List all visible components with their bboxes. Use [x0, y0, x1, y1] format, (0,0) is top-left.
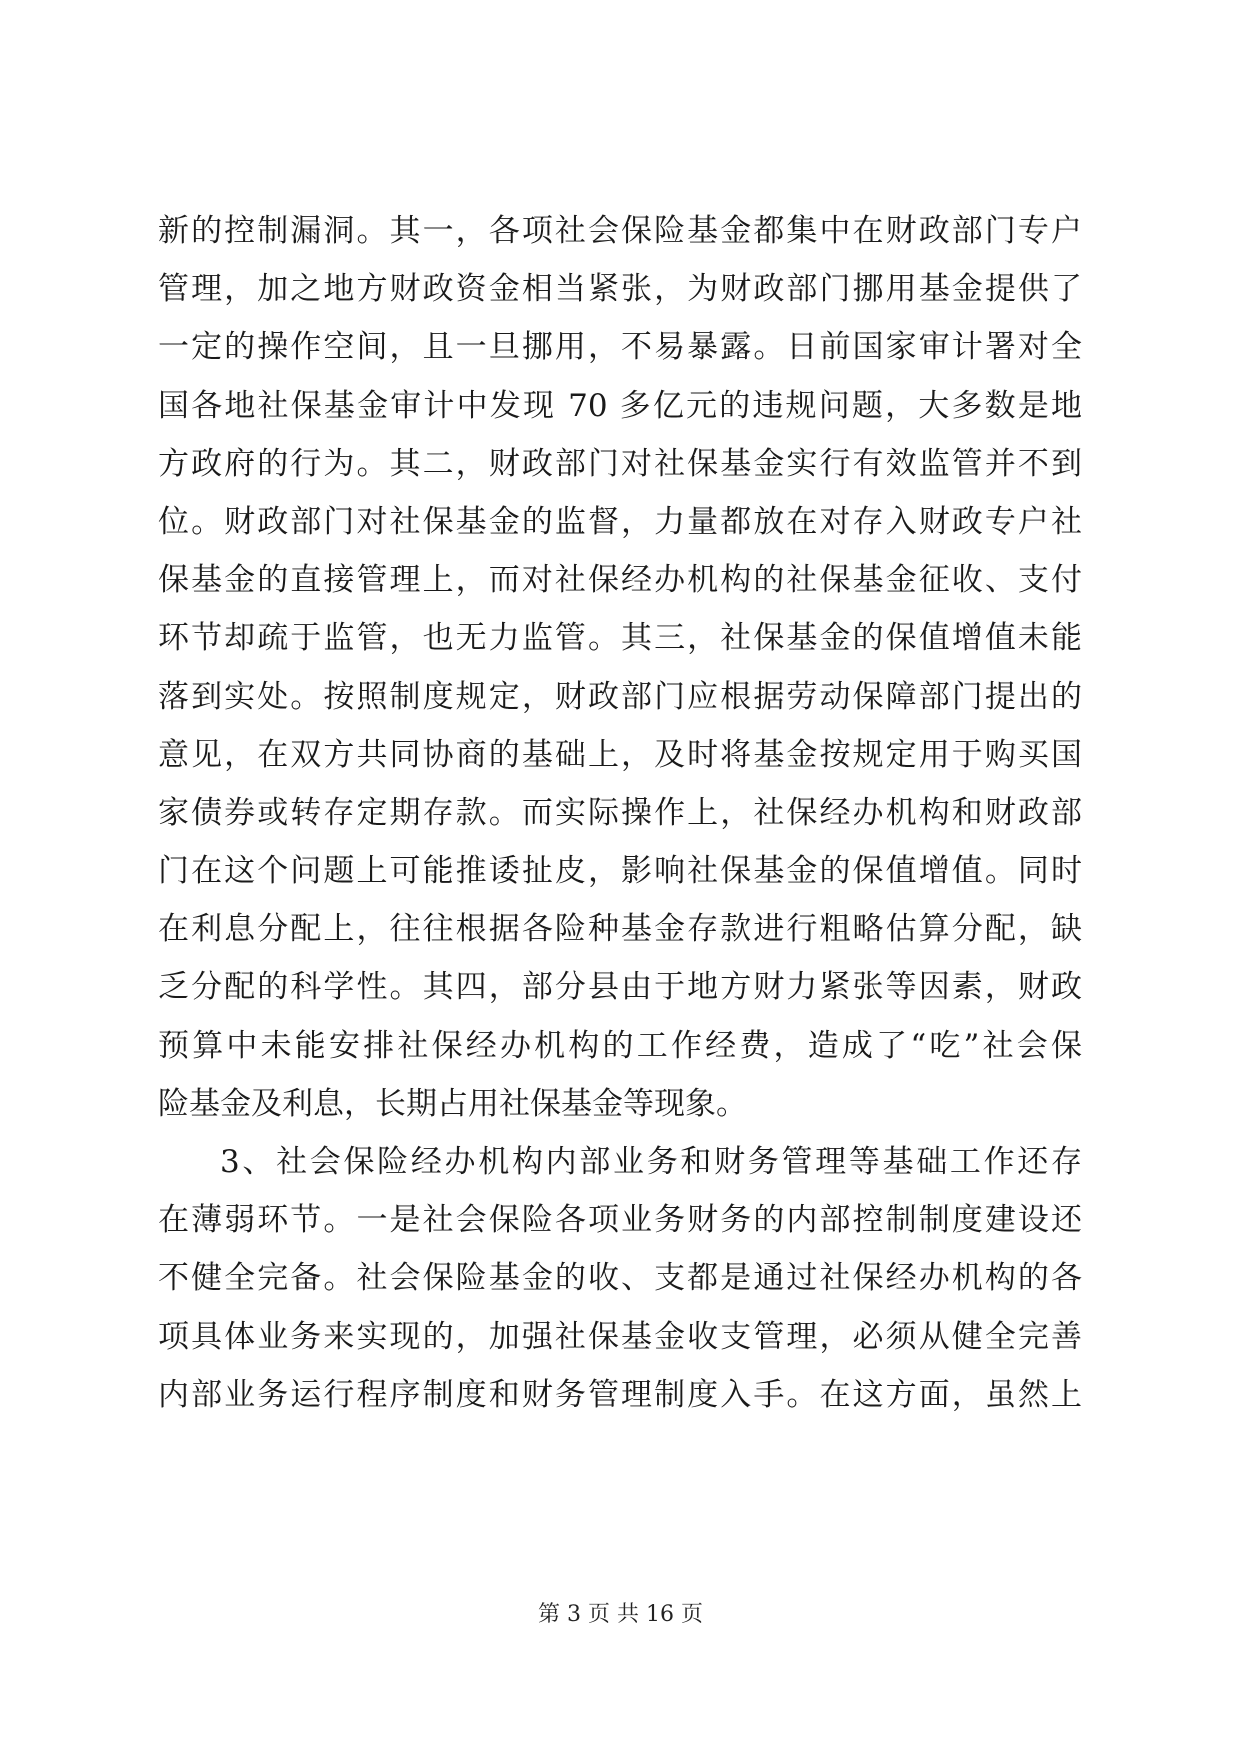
text-line: 一定的操作空间，且一旦挪用，不易暴露。日前国家审计署对全: [158, 329, 1082, 366]
text-line: 保基金的直接管理上，而对社保经办机构的社保基金征收、支付: [158, 562, 1082, 599]
text-line: 不健全完备。社会保险基金的收、支都是通过社保经办机构的各: [158, 1260, 1082, 1297]
paragraph-start-line: 3、社会保险经办机构内部业务和财务管理等基础工作还存: [220, 1144, 1082, 1180]
text-line: 项具体业务来实现的，加强社保基金收支管理，必须从健全完善: [158, 1318, 1082, 1355]
text-line: 方政府的行为。其二，财政部门对社保基金实行有效监管并不到: [158, 445, 1082, 482]
text-line: 环节却疏于监管，也无力监管。其三，社保基金的保值增值未能: [158, 620, 1082, 657]
text-line: 落到实处。按照制度规定，财政部门应根据劳动保障部门提出的: [158, 678, 1082, 715]
text-line: 意见，在双方共同协商的基础上，及时将基金按规定用于购买国: [158, 736, 1082, 773]
text-line: 乏分配的科学性。其四，部分县由于地方财力紧张等因素，财政: [158, 969, 1082, 1006]
paragraph-end-line: 险基金及利息，长期占用社保基金等现象。: [158, 1085, 747, 1122]
text-line: 管理，加之地方财政资金相当紧张，为财政部门挪用基金提供了: [158, 271, 1082, 308]
text-line: 门在这个问题上可能推诿扯皮，影响社保基金的保值增值。同时: [158, 853, 1082, 890]
document-body: [158, 202, 1082, 1424]
text-line: 预算中未能安排社保经办机构的工作经费，造成了“吃”社会保: [158, 1027, 1082, 1064]
text-line: 在薄弱环节。一是社会保险各项业务财务的内部控制制度建设还: [158, 1202, 1082, 1239]
text-line: 家债券或转存定期存款。而实际操作上，社保经办机构和财政部: [158, 794, 1082, 831]
text-line: 位。财政部门对社保基金的监督，力量都放在对存入财政专户社: [158, 503, 1082, 540]
text-line: 国各地社保基金审计中发现 70 多亿元的违规问题，大多数是地: [158, 387, 1082, 424]
text-line: 内部业务运行程序制度和财务管理制度入手。在这方面，虽然上: [158, 1376, 1082, 1413]
text-line: 新的控制漏洞。其一，各项社会保险基金都集中在财政部门专户: [158, 213, 1082, 249]
page-number-footer: 第 3 页 共 16 页: [538, 1602, 703, 1627]
text-line: 在利息分配上，往往根据各险种基金存款进行粗略估算分配，缺: [158, 911, 1082, 948]
